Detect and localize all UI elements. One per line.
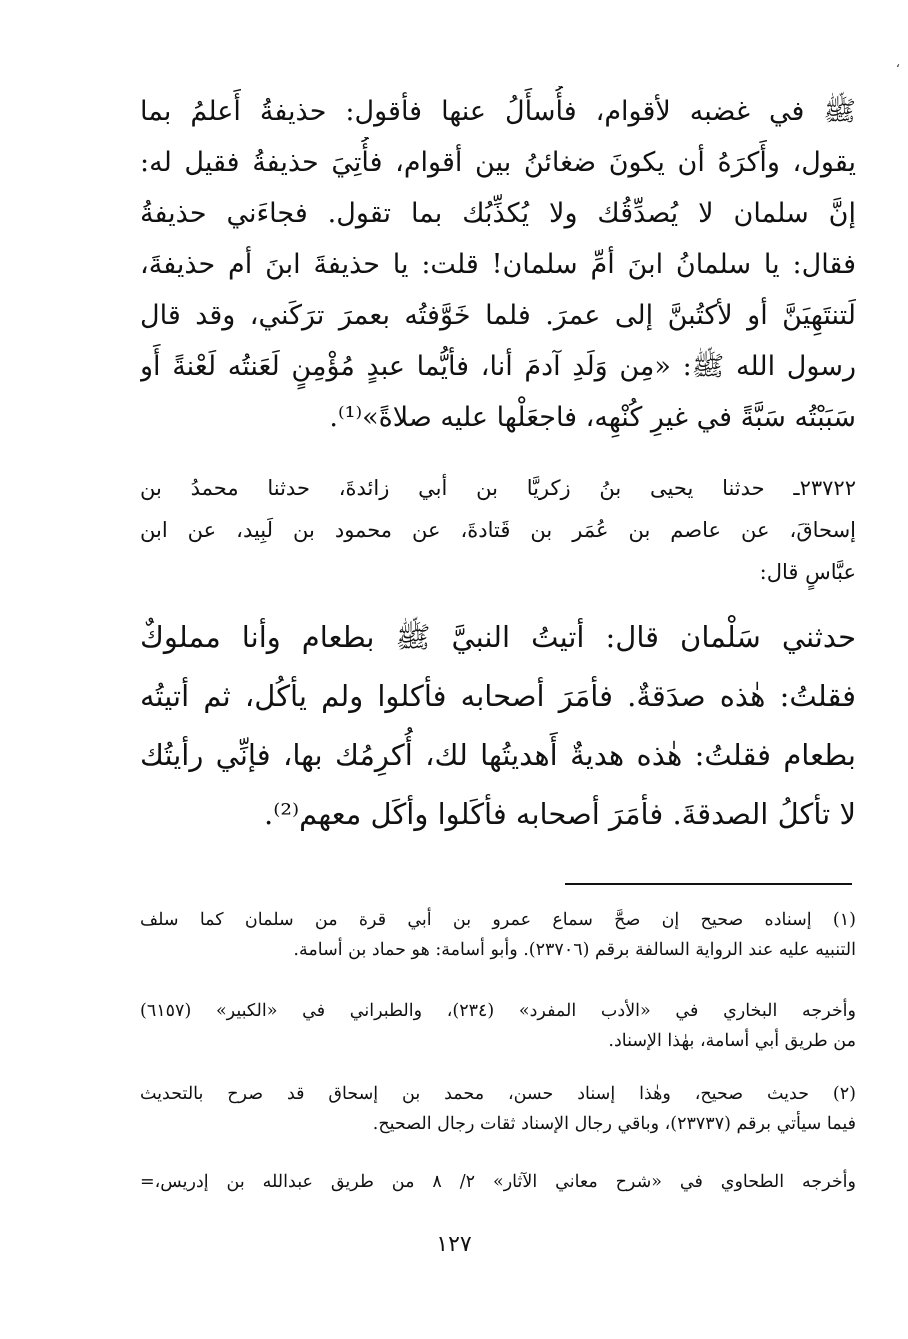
text-line: ٢٣٧٢٢ـ حدثنا يحيى بنُ زكريَّا بن أبي زائدةَ، حدثنا محمدُ بن: [140, 476, 856, 500]
footnote-line: من طريق أبي أسامة، بهٰذا الإسناد.: [608, 1031, 856, 1051]
footnote-line: (٢) حديث صحيح، وهٰذا إسناد حسن، محمد بن إسحاق قد صرح بالتحديث: [140, 1084, 856, 1104]
text-line: لا تأكلُ الصدقةَ. فأمَرَ أصحابه فأكَلوا وأكَل معهم⁽²⁾.: [264, 797, 856, 831]
text-line: رسول الله ﷺ: «مِن وَلَدِ آدمَ أنا، فأيُّما عبدٍ مُؤْمِنٍ لَعَنتُه لَعْنةً أَو: [140, 351, 856, 382]
margin-mark: ʻ: [896, 62, 900, 76]
hadith-matn-block: [140, 608, 856, 844]
text-line: ﷺ في غضبه لأقوام، فأُسأَلُ عنها فأقول: حذيفةُ أَعلمُ بما: [140, 96, 856, 127]
footnote-line: التنبيه عليه عند الرواية السالفة برقم (٢٣٧٠٦). وأبو أسامة: هو حماد بن أسامة.: [293, 940, 856, 960]
footnotes-block: [140, 1079, 856, 1139]
footnotes-block: [140, 996, 856, 1056]
footnote-line: وأخرجه الطحاوي في «شرح معاني الآثار» ٢/ ٨ من طريق عبدالله بن إدريس،=: [140, 1172, 856, 1192]
text-line: حدثني سَلْمان قال: أتيتُ النبيَّ ﷺ بطعام وأنا مملوكٌ: [140, 620, 856, 654]
text-line: إسحاقَ، عن عاصم بن عُمَر بن قَتادةَ، عن محمود بن لَبِيد، عن ابن: [140, 518, 856, 542]
text-line: بطعام فقلتُ: هٰذه هديةٌ أَهديتُها لك، أُكرِمُك بها، فإنِّي رأيتُك: [140, 738, 856, 772]
text-line: فقلتُ: هٰذه صدَقةٌ. فأمَرَ أصحابه فأكلوا ولم يأكُل، ثم أتيتُه: [140, 679, 856, 713]
text-line: لَتنتَهِيَنَّ أو لأكتُبنَّ إلى عمرَ. فلما خَوَّفتُه بعمرَ ترَكَني، وقد قال: [140, 300, 856, 331]
footnote-line: فيما سيأتي برقم (٢٣٧٣٧)، وباقي رجال الإسناد ثقات رجال الصحيح.: [372, 1114, 856, 1134]
text-line: فقال: يا سلمانُ ابنَ أمِّ سلمان! قلت: يا حذيفةَ ابنَ أم حذيفةَ،: [140, 249, 856, 280]
text-line: يقول، وأَكرَهُ أن يكونَ ضغائنُ بين أقوام، فأُتِيَ حذيفةُ فقيل له:: [140, 147, 856, 178]
text-line: عبَّاسٍ قال:: [759, 560, 856, 584]
hadith-isnad-block: [140, 467, 856, 593]
footnotes-block: [140, 905, 856, 965]
text-line: إنَّ سلمان لا يُصدِّقُك ولا يُكذِّبُك بما تقول. فجاءَني حذيفةُ: [140, 198, 856, 229]
footnote-separator: [565, 883, 852, 885]
footnote-line: وأخرجه البخاري في «الأدب المفرد» (٢٣٤)، والطبراني في «الكبير» (٦١٥٧): [140, 1001, 856, 1021]
footnotes-block: [140, 1167, 856, 1197]
text-line: سَبَبْتُه سَبَّةً في غيرِ كُنْهِه، فاجعَلْها عليه صلاةً»⁽¹⁾.: [329, 402, 856, 433]
footnote-line: (١) إسناده صحيح إن صحَّ سماع عمرو بن أبي قرة من سلمان كما سلف: [140, 910, 856, 930]
page-number: ١٢٧: [436, 1232, 472, 1257]
main-text-block: [140, 86, 856, 443]
